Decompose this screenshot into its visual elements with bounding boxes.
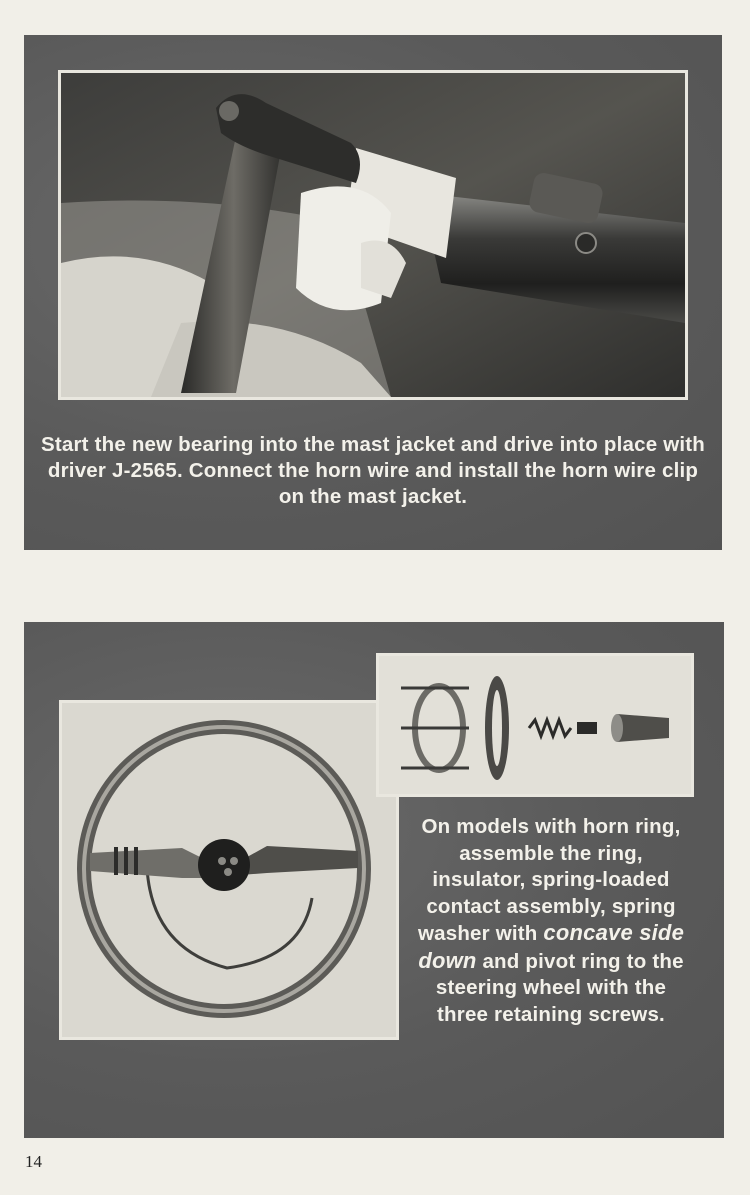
bearing-photo-illustration [61, 73, 685, 397]
bearing-installation-photo [58, 70, 688, 400]
steering-wheel-illustration [62, 703, 396, 1037]
page-number: 14 [25, 1152, 42, 1171]
horn-ring-parts-photo [376, 653, 694, 797]
bottom-panel [24, 622, 724, 1138]
caption-emphasis: concave side down [418, 920, 685, 973]
caption-text-part1: On models with horn ring, assemble the ring, insulator, spring-loaded contact assembly, spring washer with [417, 815, 681, 945]
caption-text-part2: and pivot ring to the steering wheel with the three retaining screws. [435, 949, 684, 1026]
top-caption: Start the new bearing into the mast jacket and drive into place with driver J-2565. Connect the horn wire and install the horn wire clip on the mast jacket. [40, 433, 706, 508]
steering-wheel-photo [59, 700, 399, 1040]
bottom-caption [410, 814, 692, 1028]
horn-ring-parts-illustration [379, 656, 691, 794]
top-panel [24, 35, 722, 550]
